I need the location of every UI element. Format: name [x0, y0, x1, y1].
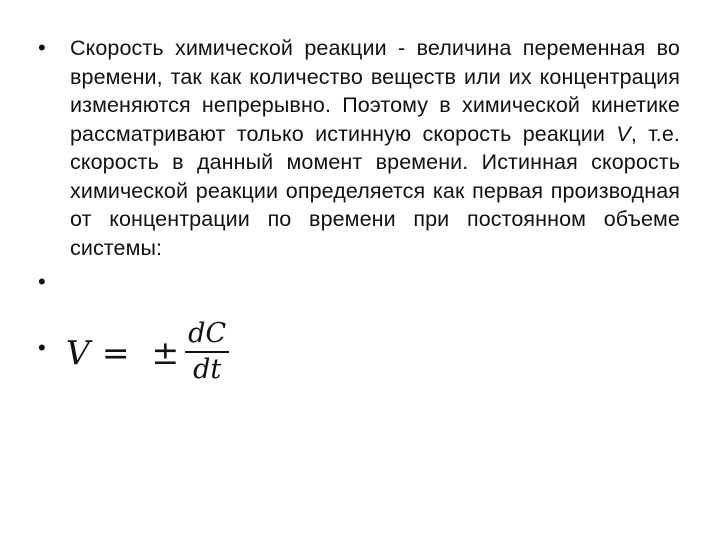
- definition-paragraph: [70, 34, 680, 262]
- rate-formula: [66, 312, 229, 392]
- bullet-list: [36, 34, 680, 392]
- formula-lhs: V: [66, 332, 90, 372]
- bullet-item-empty: [36, 268, 680, 304]
- paragraph-text-start: Скорость химической реакции - величина переменная во времени, так как количество веществ или их концентрация изменяются непрерывно. Поэтому в химической кинетике рассматривают только истинную скорость реакции: [70, 36, 680, 146]
- bullet-marker: •: [38, 35, 46, 60]
- fraction-denominator: dt: [193, 354, 222, 385]
- bullet-item-definition: [36, 34, 680, 262]
- formula-sign: ±: [151, 332, 180, 372]
- formula-fraction: [185, 319, 229, 385]
- paragraph-variable-v: V: [616, 121, 631, 146]
- bullet-marker: •: [38, 335, 46, 360]
- fraction-numerator: dC: [188, 318, 227, 349]
- bullet-item-formula: [36, 312, 680, 392]
- paragraph-text-end: , т.е. скорость в данный момент времени. Истинная скорость химической реакции определяется как первая производная от концентрации по времени при постоянном объеме системы:: [70, 121, 681, 260]
- bullet-marker: •: [38, 269, 46, 294]
- formula-equals: =: [101, 332, 130, 372]
